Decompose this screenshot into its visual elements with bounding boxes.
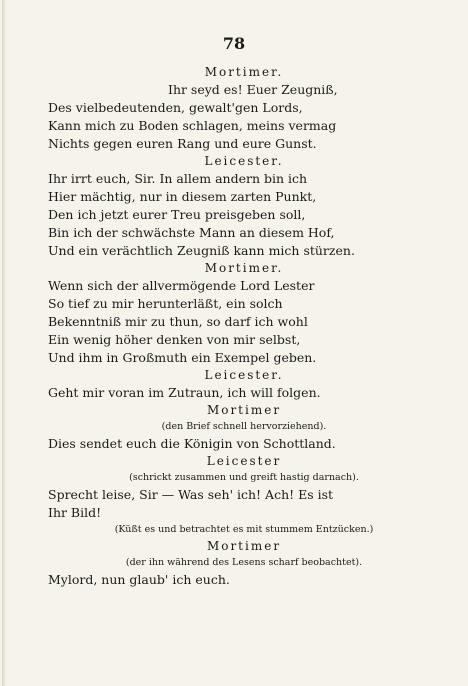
verse-line: Ihr irrt euch, Sir. In allem andern bin ich	[48, 171, 308, 186]
verse-line: Den ich jetzt eurer Treu preisgeben soll,	[48, 207, 306, 222]
verse-line: Hier mächtig, nur in diesem zarten Punkt,	[48, 189, 317, 204]
stage-direction: (der ihn während des Lesens scharf beobachtet).	[125, 557, 363, 568]
verse-line: Mylord, nun glaub' ich euch.	[48, 572, 230, 587]
verse-line: Und ihm in Großmuth ein Exempel geben.	[48, 350, 317, 365]
verse-line: Bin ich der schwächste Mann an diesem Hof,	[48, 225, 335, 240]
speaker-name: Mortimer.	[204, 261, 284, 275]
speaker-name: Leicester.	[204, 368, 284, 382]
speaker-name: Mortimer.	[204, 65, 284, 79]
stage-direction: (Küßt es und betrachtet es mit stummem Entzücken.)	[114, 524, 374, 535]
verse-line: Des vielbedeutenden, gewalt'gen Lords,	[48, 100, 303, 115]
stage-direction: (den Brief schnell hervorziehend).	[161, 421, 327, 432]
play-text	[48, 64, 440, 589]
verse-line: Ein wenig höher denken von mir selbst,	[48, 332, 301, 347]
stage-direction: (schrickt zusammen und greift hastig darnach).	[129, 472, 359, 483]
verse-line: Sprecht leise, Sir — Was seh' ich! Ach! Es ist	[48, 487, 334, 502]
verse-line: Und ein verächtlich Zeugniß kann mich stürzen.	[48, 243, 355, 258]
verse-line: Geht mir voran im Zutraun, ich will folgen.	[48, 385, 321, 400]
verse-line: Kann mich zu Boden schlagen, meins vermag	[48, 118, 337, 133]
verse-line: Dies sendet euch die Königin von Schottland.	[48, 436, 336, 451]
verse-line: Bekenntniß mir zu thun, so darf ich wohl	[48, 314, 308, 329]
speaker-name: Mortimer	[206, 403, 282, 417]
speaker-name: Leicester.	[204, 154, 284, 168]
verse-line: Wenn sich der allvermögende Lord Lester	[48, 278, 315, 293]
verse-line: Ihr Bild!	[48, 505, 102, 520]
verse-line: Ihr seyd es! Euer Zeugniß,	[168, 82, 338, 97]
verse-line: Nichts gegen euren Rang und eure Gunst.	[48, 136, 317, 151]
speaker-name: Mortimer	[206, 539, 282, 553]
page-number: 78	[222, 34, 246, 53]
speaker-name: Leicester	[206, 454, 282, 468]
verse-line: So tief zu mir herunterläßt, ein solch	[48, 296, 283, 311]
